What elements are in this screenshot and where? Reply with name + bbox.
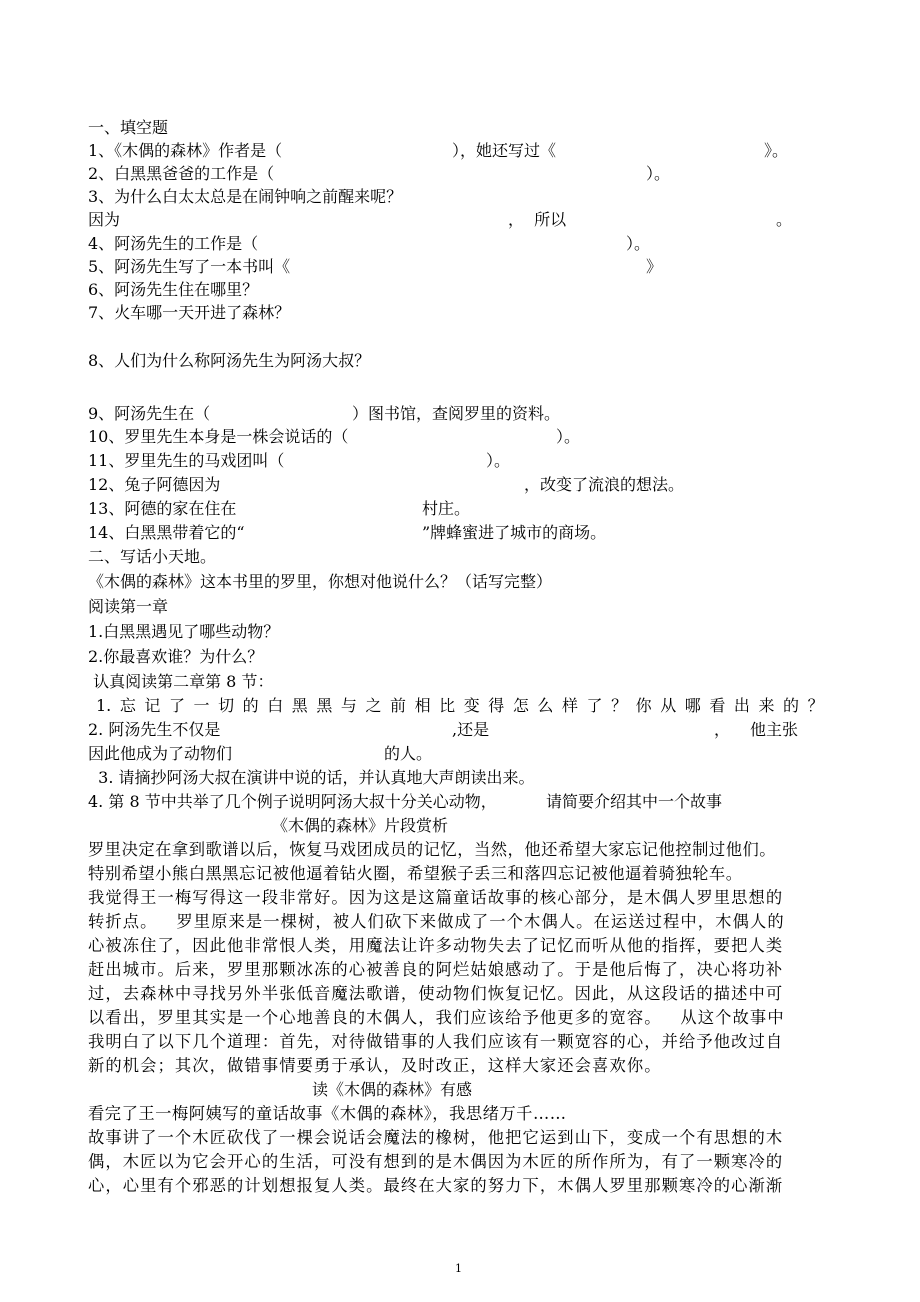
- question-2-part-b: ）。: [646, 164, 671, 183]
- question-13-part-b: 村庄。: [422, 499, 471, 518]
- question-3-answer-b: ， 所以: [508, 210, 567, 229]
- question-14: 14、白黑黑带着它的“: [88, 523, 245, 542]
- q1-char: 与: [340, 696, 357, 715]
- analysis-paragraph-line: 我明白了以下几个道理：首先，对待做错事的人我们应该有一颗宽容的心，并给予他改过自: [88, 1032, 784, 1051]
- question-12-part-b: ，改变了流浪的想法。: [524, 475, 685, 494]
- q1-char: 了: [168, 696, 185, 715]
- chapter-2-question-2-continued: 因此他成为了动物们: [88, 744, 233, 763]
- chapter-2-question-1: [96, 694, 824, 717]
- question-1-part-b: ），她还写过《: [452, 141, 557, 160]
- analysis-paragraph-line: 罗里决定在拿到歌谱以后，恢复马戏团成员的记忆，当然，他还希望大家忘记他控制过他们。: [88, 840, 777, 859]
- q1-char: 来: [758, 696, 775, 715]
- analysis-paragraph-line: 赶出城市。后来，罗里那颗冰冻的心被善良的阿烂姑娘感动了。于是他后悔了，决心将功补: [88, 960, 784, 979]
- chapter-2-question-3: 3. 请摘抄阿汤大叔在演讲中说的话，并认真地大声朗读出来。: [88, 768, 535, 787]
- chapter-2-question-2-part-b: ,还是: [452, 720, 490, 739]
- q1-char: 你: [635, 696, 652, 715]
- analysis-paragraph-line: 转折点。 罗里原来是一棵树，被人们砍下来做成了一个木偶人。在运送过程中，木偶人的: [88, 912, 785, 931]
- analysis-paragraph-line: 我觉得王一梅写得这一段非常好。因为这是这篇童话故事的核心部分，是木偶人罗里思想的: [88, 888, 784, 907]
- question-11-part-b: ）。: [486, 451, 511, 470]
- question-5-part-b: 》: [646, 257, 663, 276]
- analysis-paragraph-line: 特别希望小熊白黑黑忘记被他逼着钻火圈，希望猴子丢三和落四忘记被他逼着骑独轮车。: [88, 864, 743, 883]
- question-3-answer-c: 。: [776, 210, 793, 229]
- analysis-paragraph-line: 新的机会；其次，做错事情要勇于承认，及时改正，这样大家还会喜欢你。: [88, 1056, 662, 1075]
- section-heading-fill-blank: 一、填空题: [88, 118, 169, 137]
- question-9: 9、阿汤先生在（: [88, 404, 211, 423]
- analysis-paragraph-line: 以看出，罗里其实是一个心地善良的木偶人，我们应该给予他更多的宽容。 从这个故事中: [88, 1008, 785, 1027]
- chapter-2-question-2: 2. 阿汤先生不仅是: [88, 720, 221, 739]
- q1-char: 哪: [684, 696, 701, 715]
- q1-char: 记: [144, 696, 161, 715]
- q1-char: 相: [414, 696, 431, 715]
- question-6: 6、阿汤先生住在哪里？: [88, 280, 259, 299]
- q1-char: 出: [733, 696, 750, 715]
- chapter-2-title: 认真阅读第二章第 8 节：: [88, 672, 274, 691]
- chapter-1-question-1: 1.白黑黑遇见了哪些动物？: [88, 622, 280, 641]
- q1-char: 的: [242, 696, 259, 715]
- question-3-answer-a: 因为: [88, 210, 121, 229]
- chapter-2-question-2-continued-b: 的人。: [384, 744, 433, 763]
- q1-char: 之: [365, 696, 382, 715]
- page-number: 1: [455, 1262, 462, 1275]
- chapter-1-question-2: 2.你最喜欢谁？为什么？: [88, 647, 264, 666]
- writing-prompt: 《木偶的森林》这本书里的罗里，你想对他说什么？（话写完整）: [88, 572, 553, 591]
- q1-char: 1.: [96, 696, 112, 715]
- q1-char: 前: [390, 696, 407, 715]
- q1-char: 得: [488, 696, 505, 715]
- q1-char: 白: [267, 696, 284, 715]
- analysis-title: 《木偶的森林》片段赏析: [272, 816, 449, 835]
- analysis-paragraph-line: 过，去森林中寻找另外半张低音魔法歌谱，使动物们恢复记忆。因此，从这段话的描述中可: [88, 984, 784, 1003]
- essay-paragraph-line: 看完了王一梅阿姨写的童话故事《木偶的森林》，我思绪万千……: [88, 1104, 567, 1123]
- q1-char: 从: [660, 696, 677, 715]
- q1-char: 么: [537, 696, 554, 715]
- q1-char: 变: [463, 696, 480, 715]
- question-12: 12、兔子阿德因为: [88, 475, 221, 494]
- question-3: 3、为什么白太太总是在闹钟响之前醒来呢？: [88, 187, 403, 206]
- question-13: 13、阿德的家在住在: [88, 499, 237, 518]
- question-4: 4、阿汤先生的工作是（: [88, 234, 259, 253]
- q1-char: 了: [586, 696, 603, 715]
- essay-paragraph-line: 心，心里有个邪恶的计划想报复人类。最终在大家的努力下，木偶人罗里那颗寒冷的心渐渐: [88, 1176, 784, 1195]
- analysis-paragraph-line: 心被冻住了，因此他非常恨人类，用魔法让许多动物失去了记忆而听从他的指挥，要把人类: [88, 936, 784, 955]
- essay-paragraph-line: 偶，木匠以为它会开心的生活，可没有想到的是木偶因为木匠的所作所为，有了一颗寒冷的: [88, 1152, 784, 1171]
- question-1-part-c: 》。: [764, 141, 789, 160]
- essay-title: 读《木偶的森林》有感: [312, 1080, 473, 1099]
- q1-char: 比: [439, 696, 456, 715]
- q1-char: 黑: [316, 696, 333, 715]
- q1-char: ？: [807, 696, 824, 715]
- chapter-1-title: 阅读第一章: [88, 597, 169, 616]
- q1-char: 样: [561, 696, 578, 715]
- essay-paragraph-line: 故事讲了一个木匠砍伐了一棵会说话会魔法的橡树，他把它运到山下，变成一个有思想的木: [88, 1128, 784, 1147]
- question-9-part-b: ）图书馆，查阅罗里的资料。: [352, 404, 561, 423]
- question-10: 10、罗里先生本身是一株会说话的（: [88, 427, 349, 446]
- question-14-part-b: ”牌蜂蜜进了城市的商场。: [422, 523, 607, 542]
- chapter-2-question-2-part-c: ，: [714, 720, 731, 739]
- q1-char: 切: [218, 696, 235, 715]
- question-2: 2、白黑黑爸爸的工作是（: [88, 164, 275, 183]
- question-4-part-b: ）。: [626, 234, 651, 253]
- q1-char: 一: [193, 696, 210, 715]
- question-5: 5、阿汤先生写了一本书叫《: [88, 257, 291, 276]
- question-7: 7、火车哪一天开进了森林？: [88, 303, 291, 322]
- q1-char: 的: [783, 696, 800, 715]
- chapter-2-question-2-part-d: 他主张: [750, 720, 799, 739]
- question-11: 11、罗里先生的马戏团叫（: [88, 451, 285, 470]
- q1-char: 黑: [291, 696, 308, 715]
- section-heading-writing: 二、写话小天地。: [88, 547, 217, 566]
- question-8: 8、人们为什么称阿汤先生为阿汤大叔？: [88, 351, 371, 370]
- question-10-part-b: ）。: [556, 427, 581, 446]
- q1-char: 忘: [119, 696, 136, 715]
- chapter-2-question-4: 4. 第 8 节中共举了几个例子说明阿汤大叔十分关心动物，: [88, 792, 497, 811]
- q1-char: 怎: [512, 696, 529, 715]
- question-1-part-a: 1、《木偶的森林》作者是（: [88, 141, 283, 160]
- chapter-2-question-4-part-b: 请简要介绍其中一个故事: [546, 792, 723, 811]
- q1-char: ？: [611, 696, 628, 715]
- q1-char: 看: [709, 696, 726, 715]
